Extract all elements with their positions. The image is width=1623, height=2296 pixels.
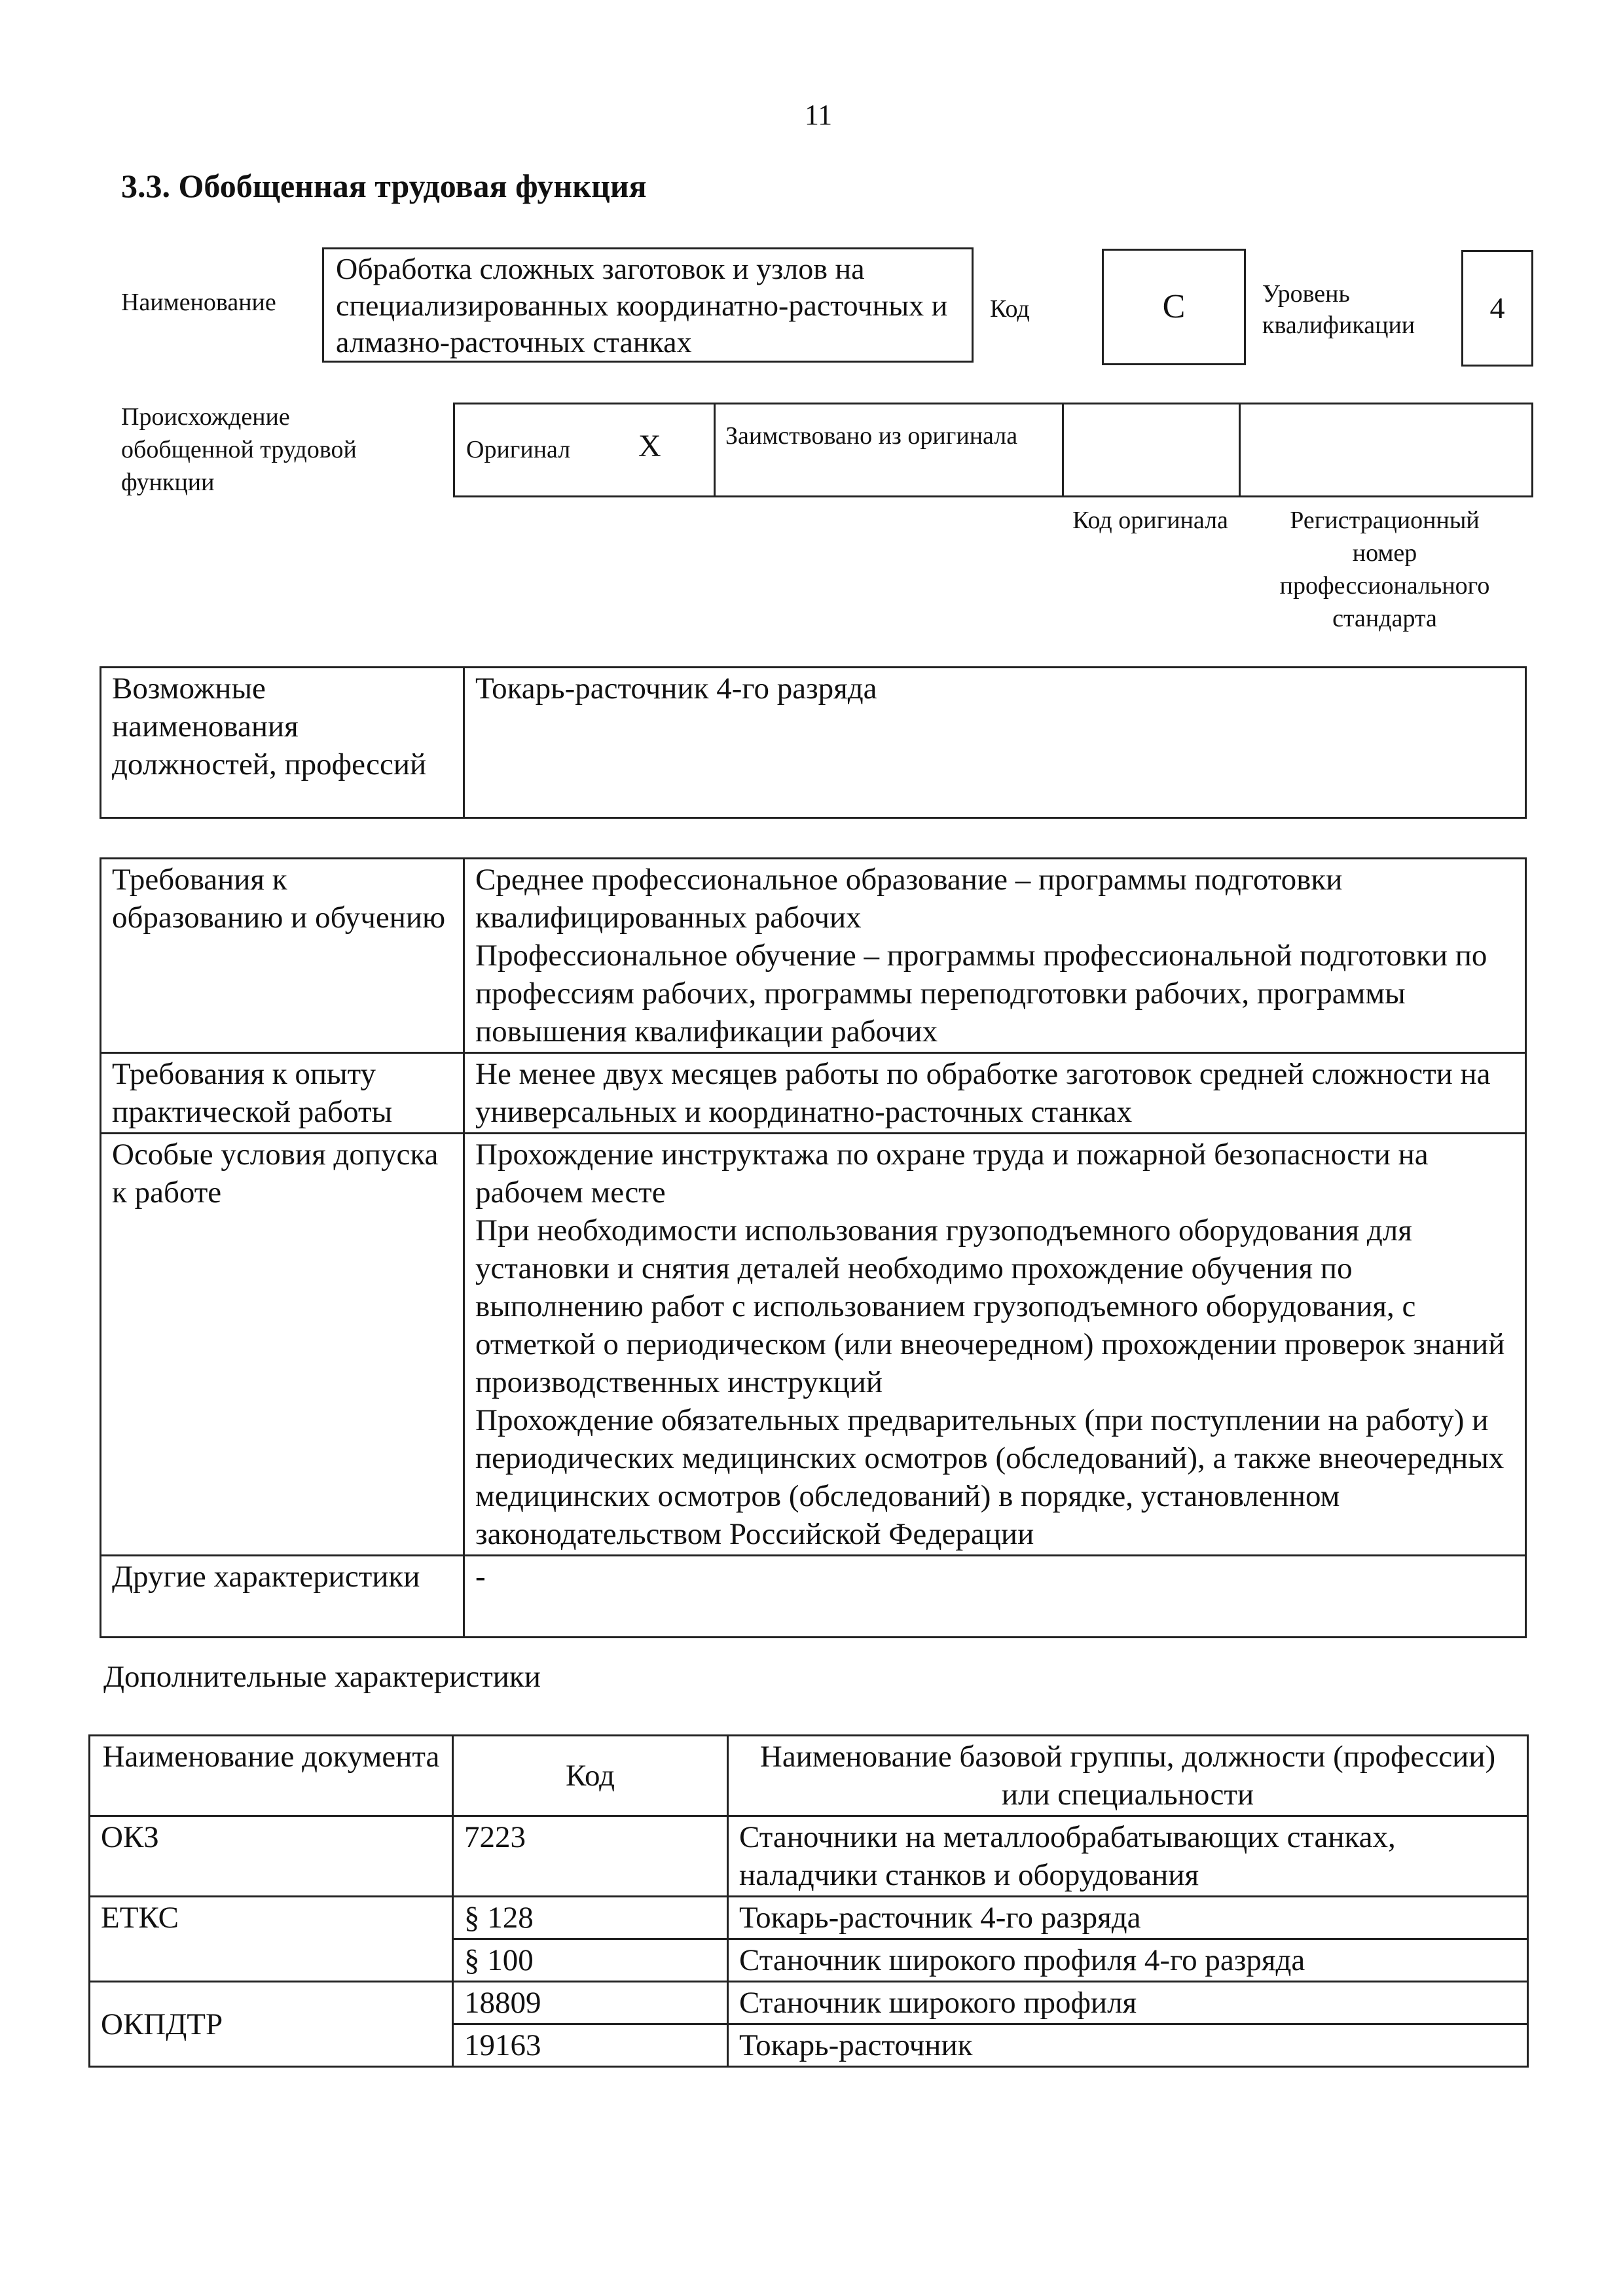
additional-table xyxy=(88,1734,1529,2068)
origin-divider xyxy=(1062,403,1064,497)
req-line: - xyxy=(475,1560,486,1594)
code-cell: § 128 xyxy=(453,1897,728,1939)
col-header-code: Код xyxy=(453,1736,728,1816)
additional-title: Дополнительные характеристики xyxy=(103,1660,541,1694)
level-value: 4 xyxy=(1461,250,1533,367)
requirements-table xyxy=(100,857,1527,1638)
name-label: Наименование xyxy=(121,289,276,316)
req-line: Не менее двух месяцев работы по обработке заготовок средней сложности на универсальных и координатно-расточных станках xyxy=(475,1057,1491,1129)
req-line: Среднее профессиональное образование – программы подготовки квалифицированных рабочих xyxy=(475,863,1343,935)
original-mark: X xyxy=(638,429,661,463)
original-code-caption: Код оригинала xyxy=(1072,507,1228,534)
positions-table xyxy=(100,666,1527,819)
page-number: 11 xyxy=(804,99,833,131)
name-cell: Станочник широкого профиля 4-го разряда xyxy=(728,1939,1528,1982)
code-cell: § 100 xyxy=(453,1939,728,1982)
origin-divider xyxy=(714,403,716,497)
doc-cell: ОКЗ xyxy=(90,1816,453,1897)
positions-label: Возможные наименования должностей, профессий xyxy=(101,668,464,818)
reg-number-caption: Регистрационный номер профессионального стандарта xyxy=(1279,507,1490,632)
original-label: Оригинал xyxy=(466,436,571,463)
req-line: Прохождение обязательных предварительных (при поступлении на работу) и периодических медицинских осмотров (обследований), а также внеочередных медицинских осмотров (обследований) в порядке, установленном законодательством Российской Федерации xyxy=(475,1403,1504,1551)
name-cell: Станочник широкого профиля xyxy=(728,1982,1528,2024)
req-label: Требования к опыту практической работы xyxy=(101,1053,464,1134)
name-cell: Токарь-расточник 4-го разряда xyxy=(728,1897,1528,1939)
code-cell: 7223 xyxy=(453,1816,728,1897)
origin-divider xyxy=(1239,403,1241,497)
positions-value: Токарь-расточник 4-го разряда xyxy=(464,668,1526,818)
borrowed-label: Заимствовано из оригинала xyxy=(725,422,1018,450)
code-value: C xyxy=(1102,249,1246,365)
level-label: Уровень квалификации xyxy=(1262,280,1415,339)
name-cell: Токарь-расточник xyxy=(728,2024,1528,2067)
section-heading: 3.3. Обобщенная трудовая функция xyxy=(121,168,647,204)
doc-cell: ОКПДТР xyxy=(90,1982,453,2067)
code-label: Код xyxy=(990,295,1030,323)
req-label: Другие характеристики xyxy=(101,1556,464,1638)
doc-cell: ЕТКС xyxy=(90,1897,453,1982)
table-row xyxy=(90,1982,1528,2024)
req-label: Требования к образованию и обучению xyxy=(101,859,464,1053)
name-cell: Станочники на металлообрабатывающих станках, наладчики станков и оборудования xyxy=(728,1816,1528,1897)
table-row xyxy=(90,1816,1528,1897)
req-line: При необходимости использования грузоподъемного оборудования для установки и снятия деталей необходимо прохождение обучения по выполнению работ с использованием грузоподъемного оборудования, с отметкой о периодическом (или внеочередном) прохождении проверок знаний производственных инструкций xyxy=(475,1213,1505,1399)
name-value: Обработка сложных заготовок и узлов на специализированных координатно-расточных и алмазно-расточных станках xyxy=(322,247,974,363)
col-header-doc: Наименование документа xyxy=(90,1736,453,1816)
code-cell: 18809 xyxy=(453,1982,728,2024)
col-header-name: Наименование базовой группы, должности (профессии) или специальности xyxy=(728,1736,1528,1816)
req-line: Прохождение инструктажа по охране труда и пожарной безопасности на рабочем месте xyxy=(475,1138,1429,1210)
req-line: Профессиональное обучение – программы профессиональной подготовки по профессиям рабочих, программы переподготовки рабочих, программы повышения квалификации рабочих xyxy=(475,939,1487,1049)
origin-label: Происхождение обобщенной трудовой функции xyxy=(121,403,357,496)
code-cell: 19163 xyxy=(453,2024,728,2067)
table-row xyxy=(90,1897,1528,1939)
req-label: Особые условия допуска к работе xyxy=(101,1134,464,1556)
